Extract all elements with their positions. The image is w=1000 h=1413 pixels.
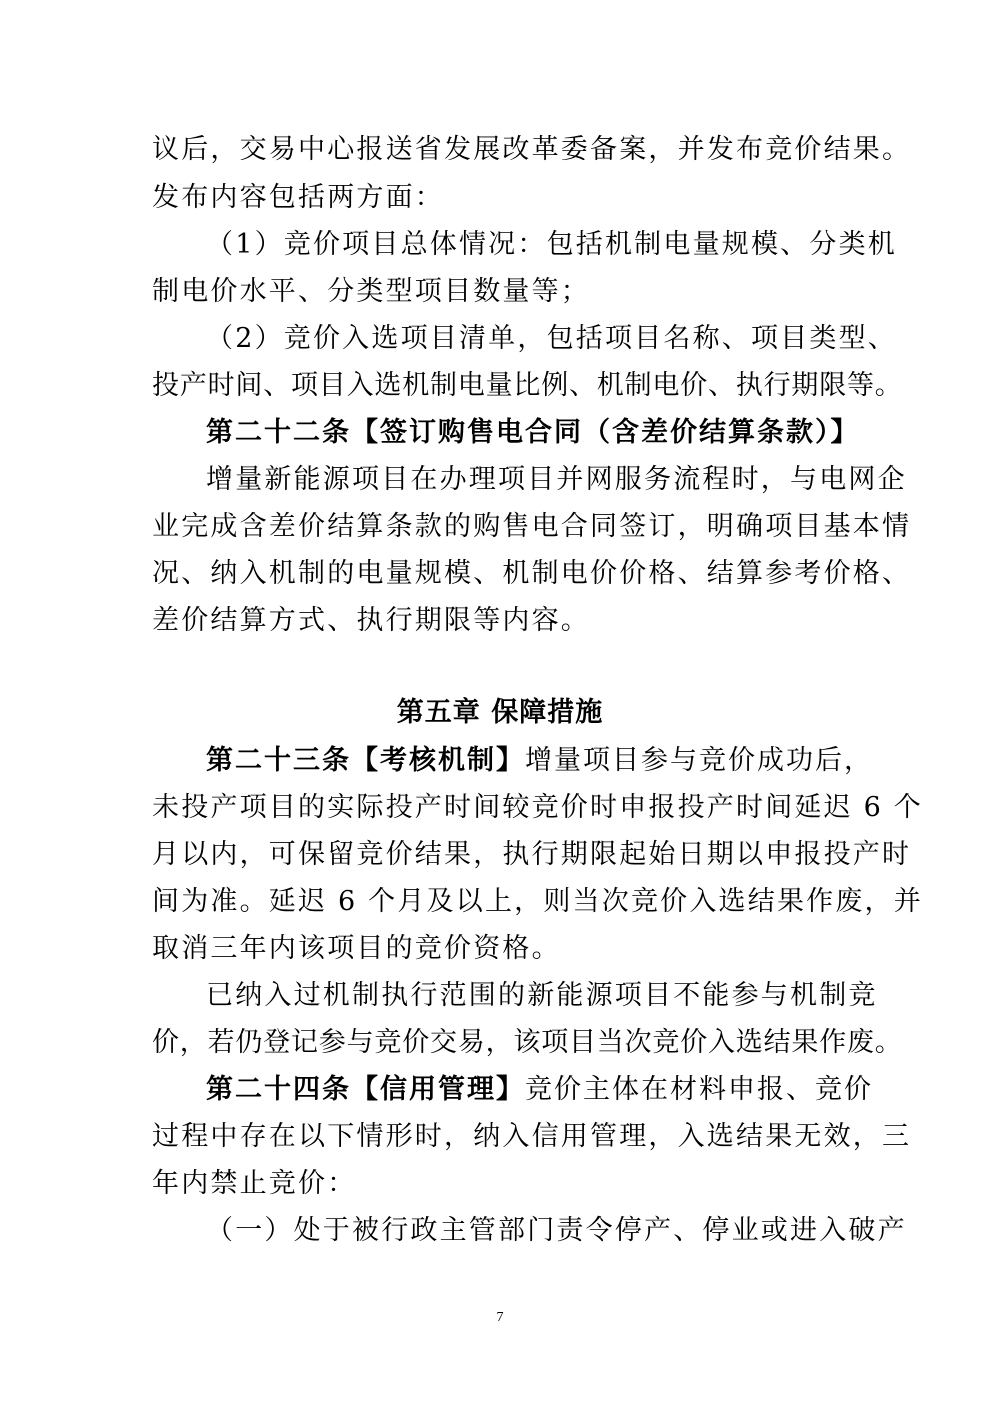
text-line: 增量新能源项目在办理项目并网服务流程时，与电网企 — [206, 464, 907, 495]
text-line: 月以内，可保留竞价结果，执行期限起始日期以申报投产时 — [152, 839, 912, 870]
article-24-heading-line — [206, 1066, 873, 1114]
article-22-title: 【签订购售电合同（含差价结算条款）】 — [351, 417, 860, 448]
article-23-first-line-rest: 增量项目参与竞价成功后， — [525, 745, 873, 776]
text-line: 已纳入过机制执行范围的新能源项目不能参与机制竞 — [206, 980, 878, 1011]
article-24-first-line-rest: 竞价主体在材料申报、竞价 — [525, 1074, 873, 1105]
article-23-title-group — [351, 737, 873, 785]
article-24-title: 【信用管理】 — [351, 1074, 525, 1105]
article-23-heading-line — [206, 737, 873, 785]
article-23-title: 【考核机制】 — [351, 745, 525, 776]
chapter-title: 第五章 保障措施 — [396, 697, 604, 728]
text-line: 业完成含差价结算条款的购售电合同签订，明确项目基本情 — [152, 511, 912, 542]
text-line: 未投产项目的实际投产时间较竞价时申报投产时间延迟 6 个 — [152, 792, 923, 823]
text-line: 制电价水平、分类型项目数量等； — [152, 276, 590, 307]
article-24-title-group — [351, 1066, 873, 1114]
text-line: 况、纳入机制的电量规模、机制电价价格、结算参考价格、 — [152, 558, 912, 589]
page-number: 7 — [496, 1310, 504, 1325]
text-line: （2）竞价入选项目清单，包括项目名称、项目类型、 — [206, 323, 897, 354]
text-line: （1）竞价项目总体情况：包括机制电量规模、分类机 — [206, 229, 897, 260]
article-22-heading: 第二十二条 — [206, 417, 351, 448]
article-23-heading: 第二十三条 — [206, 745, 351, 776]
text-line: 议后，交易中心报送省发展改革委备案，并发布竞价结果。 — [152, 134, 912, 165]
text-line: 投产时间、项目入选机制电量比例、机制电价、执行期限等。 — [152, 370, 903, 401]
text-line: 间为准。延迟 6 个月及以上，则当次竞价入选结果作废，并 — [152, 886, 923, 917]
article-24-heading: 第二十四条 — [206, 1074, 351, 1105]
text-line: 发布内容包括两方面： — [152, 182, 444, 213]
text-line: 年内禁止竞价： — [152, 1168, 357, 1199]
text-line: 价，若仍登记参与竞价交易，该项目当次竞价入选结果作废。 — [152, 1027, 903, 1058]
text-line: （一）处于被行政主管部门责令停产、停业或进入破产 — [206, 1215, 907, 1246]
text-line: 过程中存在以下情形时，纳入信用管理，入选结果无效，三 — [152, 1121, 912, 1152]
text-line: 差价结算方式、执行期限等内容。 — [152, 605, 590, 636]
article-22-heading-line — [206, 409, 860, 457]
text-line: 取消三年内该项目的竞价资格。 — [152, 933, 561, 964]
